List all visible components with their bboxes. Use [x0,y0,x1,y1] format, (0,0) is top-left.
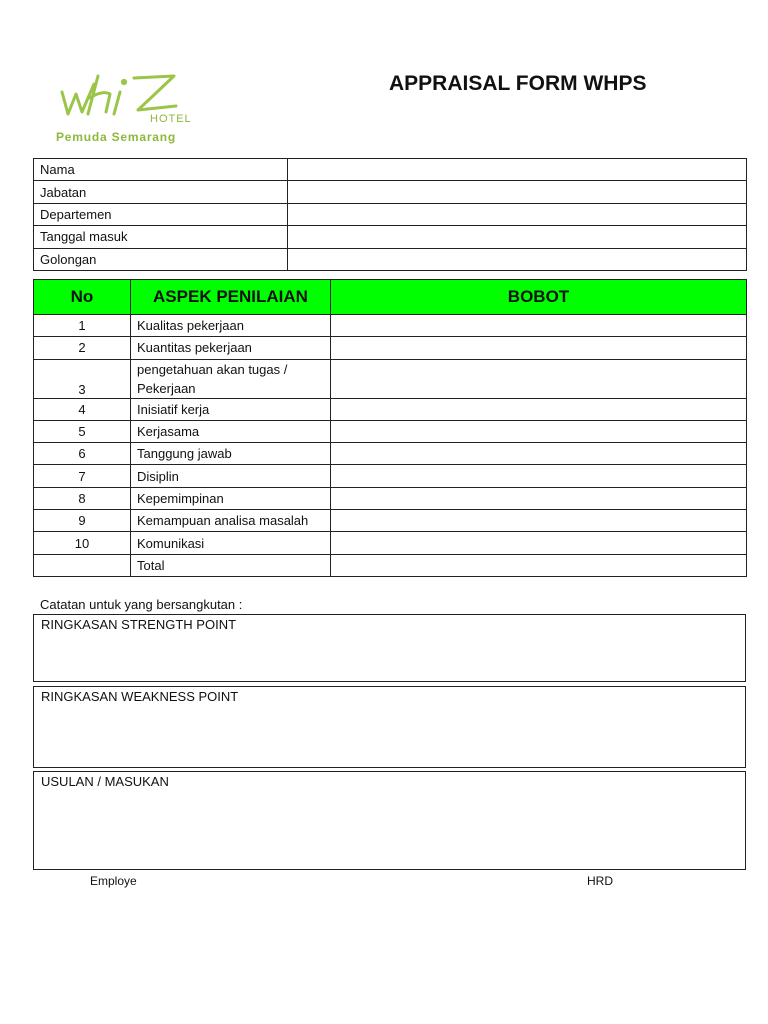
weight-field[interactable] [331,532,747,554]
row-number: 9 [34,510,131,532]
column-header-aspect: ASPEK PENILAIAN [131,280,331,315]
page-title: APPRAISAL FORM WHPS [389,72,647,95]
notes-label: Catatan untuk yang bersangkutan : [40,597,243,612]
row-number: 6 [34,443,131,465]
table-row [34,487,747,509]
hotel-logo [54,70,192,150]
aspect-label: Inisiatif kerja [131,398,331,420]
hrd-signature-label: HRD [587,874,613,888]
info-value-field[interactable] [288,203,747,225]
aspect-label-line: Pekerjaan [137,380,196,396]
aspect-label: Kepemimpinan [131,487,331,509]
weight-field[interactable] [331,443,747,465]
row-number: 10 [34,532,131,554]
weakness-point-box[interactable] [33,686,746,768]
info-row-golongan [34,248,747,270]
total-weight-field[interactable] [331,554,747,576]
logo-subtitle: Pemuda Semarang [56,130,177,144]
weight-field[interactable] [331,465,747,487]
logo-hotel-text: HOTEL [150,113,192,125]
column-header-no: No [34,280,131,315]
info-value-field[interactable] [288,181,747,203]
suggestion-label: USULAN / MASUKAN [41,774,169,789]
info-label: Golongan [34,248,288,270]
strength-point-label: RINGKASAN STRENGTH POINT [41,617,237,632]
table-row [34,315,747,337]
row-number: 5 [34,420,131,442]
aspect-label: Kualitas pekerjaan [131,315,331,337]
aspect-label-line: pengetahuan akan tugas / [137,361,288,377]
total-label: Total [131,554,331,576]
weight-field[interactable] [331,510,747,532]
weight-field[interactable] [331,398,747,420]
weakness-point-label: RINGKASAN WEAKNESS POINT [41,689,239,704]
table-row [34,510,747,532]
table-row [34,465,747,487]
table-row [34,359,747,398]
info-value-field[interactable] [288,248,747,270]
info-value-field[interactable] [288,159,747,181]
weight-field[interactable] [331,420,747,442]
table-row [34,337,747,359]
aspect-label: Tanggung jawab [131,443,331,465]
info-label: Jabatan [34,181,288,203]
weight-field[interactable] [331,487,747,509]
aspect-label: Komunikasi [131,532,331,554]
total-number-cell [34,554,131,576]
row-number: 3 [34,359,131,398]
aspect-label: Disiplin [131,465,331,487]
weight-field[interactable] [331,359,747,398]
aspect-label: Kemampuan analisa masalah [131,510,331,532]
info-label: Departemen [34,203,288,225]
suggestion-box[interactable] [33,771,746,870]
table-row [34,398,747,420]
employee-info-table [33,158,747,271]
column-header-weight: BOBOT [331,280,747,315]
total-row [34,554,747,576]
info-value-field[interactable] [288,226,747,248]
table-row [34,532,747,554]
strength-point-box[interactable] [33,614,746,682]
aspect-label [131,359,331,398]
assessment-header-row [34,280,747,315]
row-number: 7 [34,465,131,487]
info-row-tanggal-masuk [34,226,747,248]
weight-field[interactable] [331,315,747,337]
info-row-departemen [34,203,747,225]
row-number: 4 [34,398,131,420]
weight-field[interactable] [331,337,747,359]
row-number: 2 [34,337,131,359]
row-number: 1 [34,315,131,337]
table-row [34,443,747,465]
info-label: Tanggal masuk [34,226,288,248]
info-row-jabatan [34,181,747,203]
employee-signature-label: Employe [90,874,137,888]
table-row [34,420,747,442]
row-number: 8 [34,487,131,509]
aspect-label: Kuantitas pekerjaan [131,337,331,359]
info-row-nama [34,159,747,181]
assessment-table [33,279,747,577]
info-label: Nama [34,159,288,181]
aspect-label: Kerjasama [131,420,331,442]
